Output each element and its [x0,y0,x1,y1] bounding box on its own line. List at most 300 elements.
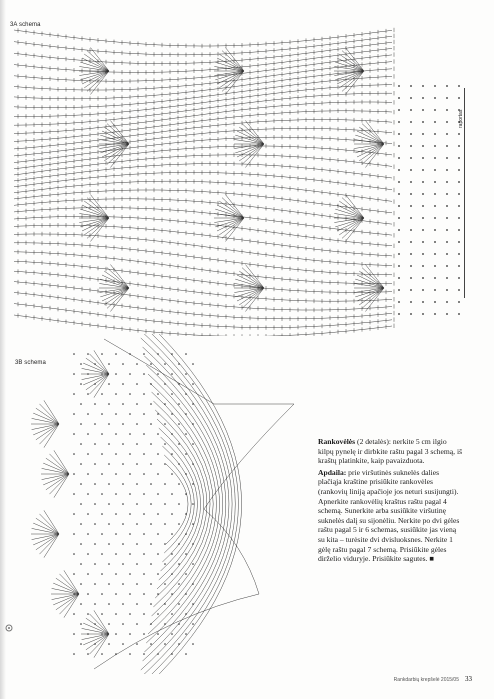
mesh-dot [458,205,460,207]
chain-dot [129,453,131,455]
mesh-dot [434,193,436,195]
chain-dot [129,533,131,535]
fan-stitch [83,634,109,645]
chain-dot [164,623,166,625]
chain-dot [87,353,89,355]
chain-dot [164,483,166,485]
chain-dot [136,503,138,505]
fan-stitch [219,218,244,235]
chain-dot [94,443,96,445]
fan-stitch [50,454,70,474]
mesh-dot [446,205,448,207]
chart-row-line [14,282,392,310]
chain-dot [185,593,187,595]
chart-row-line [14,128,392,156]
chart-3b-row-arc [155,410,207,598]
mesh-dot [446,277,448,279]
chain-dot [87,633,89,635]
chain-dot [157,513,159,515]
mesh-dot [434,241,436,243]
mesh-dot [434,97,436,99]
chain-dot [171,593,173,595]
mesh-dot [434,85,436,87]
mesh-dot [410,301,412,303]
chain-dot [164,523,166,525]
chain-dot [87,473,89,475]
chain-dot [150,463,152,465]
mesh-dot [410,313,412,315]
chain-dot [73,393,75,395]
chain-dot [164,603,166,605]
chain-dot [178,603,180,605]
chain-dot [143,613,145,615]
chain-dot [178,363,180,365]
chain-dot [73,553,75,555]
chain-dot [178,523,180,525]
chain-dot [185,653,187,655]
chain-dot [178,643,180,645]
chart-row-line [14,181,392,201]
chain-dot [129,613,131,615]
fan-stitch [225,71,244,95]
mesh-dot [458,145,460,147]
chain-dot [94,523,96,525]
chain-dot [122,403,124,405]
chain-dot [94,383,96,385]
mesh-dot [422,289,424,291]
fan-stitch [83,363,109,374]
chain-dot [143,513,145,515]
mesh-dot [434,313,436,315]
mesh-dot [446,229,448,231]
chain-dot [171,573,173,575]
fan-stitch [80,71,109,80]
chain-dot [94,423,96,425]
chain-dot [122,383,124,385]
mesh-dot [410,133,412,135]
chain-dot [101,613,103,615]
mesh-dot [458,301,460,303]
mesh-dot [458,277,460,279]
chain-dot [73,633,75,635]
fan-stitch [100,288,129,297]
chain-dot [87,553,89,555]
chain-dot [94,643,96,645]
chain-dot [171,513,173,515]
mesh-dot [458,241,460,243]
chart-3b-row-arc [164,455,191,553]
chain-dot [178,583,180,585]
chain-dot [164,363,166,365]
chart-row-line [14,120,392,149]
chain-dot [108,563,110,565]
chain-dot [129,513,131,515]
chain-dot [122,483,124,485]
fan-stitch [335,62,364,71]
chain-dot [192,643,194,645]
chain-dot [115,653,117,655]
chain-dot [122,583,124,585]
mesh-dot [422,265,424,267]
fan-stitch [355,144,384,153]
chain-dot [171,433,173,435]
chain-dot [136,463,138,465]
chain-dot [150,563,152,565]
chain-dot [87,393,89,395]
fan-stitch [33,413,59,424]
fan-stitch [239,271,264,288]
chart-row-line [14,69,392,99]
mesh-dot [446,169,448,171]
chain-dot [185,373,187,375]
chain-dot [80,603,82,605]
chain-dot [171,653,173,655]
chain-dot [129,573,131,575]
mesh-dot [410,205,412,207]
chain-dot [115,373,117,375]
mesh-dot [410,229,412,231]
mesh-dot [410,169,412,171]
mesh-dot [422,313,424,315]
chain-dot [87,493,89,495]
fan-stitch [345,48,364,72]
chain-dot [108,483,110,485]
chain-dot [178,563,180,565]
chain-dot [150,583,152,585]
page-footer [394,675,472,683]
chain-dot [101,353,103,355]
chain-dot [157,553,159,555]
chain-dot [185,613,187,615]
chain-dot [80,383,82,385]
mesh-dot [446,157,448,159]
fan-stitch [225,218,244,242]
chain-dot [115,473,117,475]
chain-dot [101,373,103,375]
mesh-dot [398,169,400,171]
chain-dot [73,453,75,455]
chain-dot [192,483,194,485]
fan-stitch [365,265,384,289]
mesh-dot [410,241,412,243]
chain-dot [136,603,138,605]
mesh-dot [434,109,436,111]
mesh-dot [398,133,400,135]
chain-dot [101,553,103,555]
chart-3b-row-arc [157,419,204,589]
flower-ornament-icon [4,622,14,634]
mesh-dot [398,265,400,267]
mesh-dot [398,313,400,315]
chain-dot [108,583,110,585]
chain-dot [192,523,194,525]
chain-dot [157,473,159,475]
fan-stitch [235,144,264,153]
chart-3b-label: 3B schema [15,360,46,366]
fan-stitch [365,121,384,145]
mesh-dot [446,145,448,147]
mesh-dot [422,241,424,243]
chain-dot [73,433,75,435]
chain-dot [164,463,166,465]
chain-dot [122,623,124,625]
fan-stitch [90,374,110,394]
fan-stitch [345,71,364,95]
mesh-dot [410,193,412,195]
fan-stitch [245,121,264,145]
chain-dot [192,503,194,505]
mesh-dot [410,145,412,147]
mesh-dot [422,181,424,183]
mesh-dot [434,169,436,171]
chain-dot [122,503,124,505]
fan-stitch [245,265,264,289]
chain-dot [101,533,103,535]
chain-dot [129,413,131,415]
chain-dot [178,463,180,465]
chain-dot [178,543,180,545]
fan-stitch [90,354,110,374]
mesh-dot [434,265,436,267]
chain-dot [87,513,89,515]
chain-dot [80,423,82,425]
chain-dot [185,633,187,635]
chain-dot [108,463,110,465]
chain-dot [164,443,166,445]
chain-dot [164,383,166,385]
chain-dot [157,573,159,575]
chain-dot [192,363,194,365]
chain-dot [115,573,117,575]
mesh-dot [422,229,424,231]
chart-row-line [14,172,392,189]
chain-dot [94,483,96,485]
chain-dot [178,403,180,405]
page-number: 33 [465,675,472,683]
chain-dot [129,353,131,355]
chain-dot [164,583,166,585]
mesh-dot [434,301,436,303]
mesh-dot [398,205,400,207]
chain-dot [171,613,173,615]
chain-dot [101,393,103,395]
mesh-dot [422,217,424,219]
mesh-dot [458,313,460,315]
chain-dot [94,403,96,405]
chain-dot [171,473,173,475]
fan-stitch [335,218,364,227]
fan-stitch [235,288,264,297]
chain-dot [185,493,187,495]
fan-stitch [355,135,384,144]
mesh-dot [434,181,436,183]
chain-dot [80,483,82,485]
chain-dot [122,543,124,545]
rapport-label: raportas [458,109,464,128]
fan-stitch [104,144,129,161]
fan-stitch [345,218,364,242]
mesh-dot [434,217,436,219]
fan-stitch [64,594,79,618]
chain-dot [115,633,117,635]
chart-3a-strokes [14,28,394,336]
chain-dot [136,483,138,485]
chain-dot [136,583,138,585]
mesh-dot [446,217,448,219]
chain-dot [157,453,159,455]
chain-dot [122,643,124,645]
chain-dot [171,353,173,355]
chain-dot [185,553,187,555]
chain-dot [115,493,117,495]
mesh-dot [398,193,400,195]
chain-dot [192,583,194,585]
chain-dot [115,513,117,515]
chain-dot [143,573,145,575]
chain-dot [150,383,152,385]
chain-dot [101,493,103,495]
chain-dot [73,373,75,375]
chain-dot [178,483,180,485]
fan-stitch [60,594,80,614]
mesh-dot [458,181,460,183]
mesh-dot [446,181,448,183]
chain-dot [80,563,82,565]
chain-dot [185,353,187,355]
crochet-diagram-3b [14,334,314,674]
chain-dot [115,533,117,535]
fan-stitch [54,450,69,474]
mesh-dot [410,121,412,123]
mesh-dot [446,289,448,291]
chain-dot [115,453,117,455]
fan-stitch [60,574,80,594]
fan-stitch [359,144,384,161]
chart-row-line [14,234,392,266]
chain-dot [157,613,159,615]
chain-dot [87,573,89,575]
chain-dot [129,633,131,635]
chain-dot [164,543,166,545]
chain-dot [80,583,82,585]
chain-dot [157,373,159,375]
mesh-dot [422,97,424,99]
crochet-diagram-3a [14,26,464,336]
chain-dot [171,553,173,555]
chain-dot [157,493,159,495]
chain-dot [94,603,96,605]
chain-dot [87,533,89,535]
mesh-dot [458,193,460,195]
chart-row-line [14,199,392,224]
chain-dot [87,653,89,655]
chain-dot [178,443,180,445]
chart-row-line [14,271,392,301]
chain-dot [73,413,75,415]
chain-dot [150,443,152,445]
mesh-dot [410,181,412,183]
mesh-dot [422,253,424,255]
chain-dot [80,403,82,405]
chart-3b-row-arc [166,464,188,544]
mesh-dot [446,85,448,87]
chain-dot [101,573,103,575]
mesh-dot [398,157,400,159]
mesh-dot [398,241,400,243]
chain-dot [136,443,138,445]
mesh-dot [434,253,436,255]
mesh-dot [398,145,400,147]
mesh-dot [446,109,448,111]
mesh-dot [422,157,424,159]
chain-dot [136,523,138,525]
chain-dot [129,593,131,595]
fan-stitch [365,144,384,168]
mesh-dot [446,121,448,123]
chain-dot [94,623,96,625]
chain-dot [129,653,131,655]
fan-stitch [110,144,129,168]
fan-stitch [345,195,364,219]
chart-row-line [14,190,392,213]
mesh-dot [458,229,460,231]
mesh-dot [398,301,400,303]
mesh-dot [398,109,400,111]
mesh-dot [446,193,448,195]
chain-dot [122,563,124,565]
chart-row-line [14,293,392,319]
chain-dot [115,593,117,595]
mesh-dot [422,205,424,207]
mesh-dot [422,85,424,87]
chart-3b-strokes [31,334,294,674]
chain-dot [87,613,89,615]
mesh-dot [458,133,460,135]
chart-row-line [14,76,392,107]
chain-dot [129,393,131,395]
chain-dot [157,593,159,595]
fan-stitch [40,514,60,534]
fan-stitch [110,288,129,312]
chart-row-line [14,48,392,72]
chain-dot [178,423,180,425]
chart-row-line [14,85,392,117]
fan-stitch [83,623,109,634]
chain-dot [80,623,82,625]
chain-dot [115,393,117,395]
chain-dot [73,513,75,515]
chain-dot [143,453,145,455]
chart-row-line [14,155,392,175]
chain-dot [192,383,194,385]
instructions-text [318,437,464,566]
fan-stitch [80,62,109,71]
chain-dot [80,463,82,465]
fan-stitch [339,201,364,218]
chain-dot [73,493,75,495]
fan-stitch [339,71,364,88]
chain-dot [108,503,110,505]
chain-dot [122,603,124,605]
chain-dot [185,513,187,515]
chain-dot [101,513,103,515]
fan-stitch [53,594,79,605]
mesh-dot [422,121,424,123]
fan-stitch [44,534,59,558]
chain-dot [101,433,103,435]
chart-row-line [14,208,392,236]
mesh-dot [410,157,412,159]
